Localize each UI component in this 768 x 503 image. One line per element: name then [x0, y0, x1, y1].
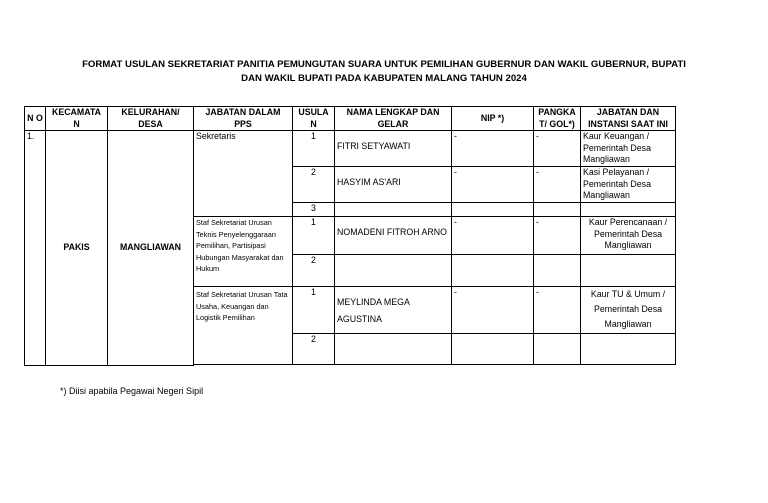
cell-nama — [335, 334, 452, 365]
header-pangkat: PANGKA T/ GOL*) — [534, 107, 581, 131]
header-kecamatan: KECAMATA N — [46, 107, 108, 131]
cell-jabatan: Staf Sekretariat Urusan Tata Usaha, Keuangan dan Logistik Pemilihan — [194, 287, 293, 365]
cell-nama — [335, 203, 452, 217]
cell-nip: - — [452, 287, 534, 334]
cell-usulan: 1 — [293, 131, 335, 167]
cell-usulan: 2 — [293, 334, 335, 365]
cell-nip — [452, 334, 534, 365]
header-usulan: USULA N — [293, 107, 335, 131]
cell-nip: - — [452, 167, 534, 203]
cell-usulan: 2 — [293, 255, 335, 287]
cell-instansi: Kaur Perencanaan / Pemerintah Desa Mangliawan — [581, 217, 676, 255]
cell-pangkat: - — [534, 287, 581, 334]
cell-usulan: 1 — [293, 287, 335, 334]
cell-nama — [335, 255, 452, 287]
cell-usulan: 1 — [293, 217, 335, 255]
title-line-1: FORMAT USULAN SEKRETARIAT PANITIA PEMUNGUTAN SUARA UNTUK PEMILIHAN GUBERNUR DAN WAKIL GUBERNUR, BUPATI — [82, 59, 686, 70]
cell-nip — [452, 203, 534, 217]
header-jabatan: JABATAN DALAM PPS — [194, 107, 293, 131]
cell-kecamatan: PAKIS — [46, 131, 108, 366]
cell-instansi — [581, 255, 676, 287]
header-instansi: JABATAN DAN INSTANSI SAAT INI — [581, 107, 676, 131]
header-nip: NIP *) — [452, 107, 534, 131]
cell-nip: - — [452, 131, 534, 167]
header-no: N O — [25, 107, 46, 131]
cell-pangkat — [534, 334, 581, 365]
footnote: *) Diisi apabila Pegawai Negeri Sipil — [60, 386, 204, 396]
cell-jabatan: Sekretaris — [194, 131, 293, 217]
cell-pangkat — [534, 203, 581, 217]
spacer-cell — [194, 365, 293, 366]
usulan-table — [24, 106, 676, 366]
cell-pangkat — [534, 255, 581, 287]
table-row — [25, 131, 676, 167]
cell-jabatan: Staf Sekretariat Urusan Teknis Penyelenggaraan Pemilihan, Partisipasi Hubungan Masyarakat dan Hukum — [194, 217, 293, 287]
cell-nama: FITRI SETYAWATI — [335, 131, 452, 167]
cell-instansi — [581, 334, 676, 365]
cell-nip — [452, 255, 534, 287]
cell-pangkat: - — [534, 217, 581, 255]
document-title — [60, 58, 708, 85]
cell-usulan: 2 — [293, 167, 335, 203]
cell-nama: MEYLINDA MEGA AGUSTINA — [335, 287, 452, 334]
cell-nip: - — [452, 217, 534, 255]
cell-pangkat: - — [534, 167, 581, 203]
header-kelurahan: KELURAHAN/ DESA — [108, 107, 194, 131]
title-line-2: DAN WAKIL BUPATI PADA KABUPATEN MALANG TAHUN 2024 — [241, 72, 527, 84]
cell-usulan: 3 — [293, 203, 335, 217]
cell-instansi — [581, 203, 676, 217]
cell-instansi: Kaur TU & Umum / Pemerintah Desa Mangliawan — [581, 287, 676, 334]
cell-kelurahan: MANGLIAWAN — [108, 131, 194, 366]
cell-instansi: Kaur Keuangan / Pemerintah Desa Mangliawan — [581, 131, 676, 167]
header-nama: NAMA LENGKAP DAN GELAR — [335, 107, 452, 131]
cell-nama: HASYIM AS'ARI — [335, 167, 452, 203]
cell-pangkat: - — [534, 131, 581, 167]
cell-no: 1. — [25, 131, 46, 366]
cell-nama: NOMADENI FITROH ARNO — [335, 217, 452, 255]
cell-instansi: Kasi Pelayanan / Pemerintah Desa Mangliawan — [581, 167, 676, 203]
